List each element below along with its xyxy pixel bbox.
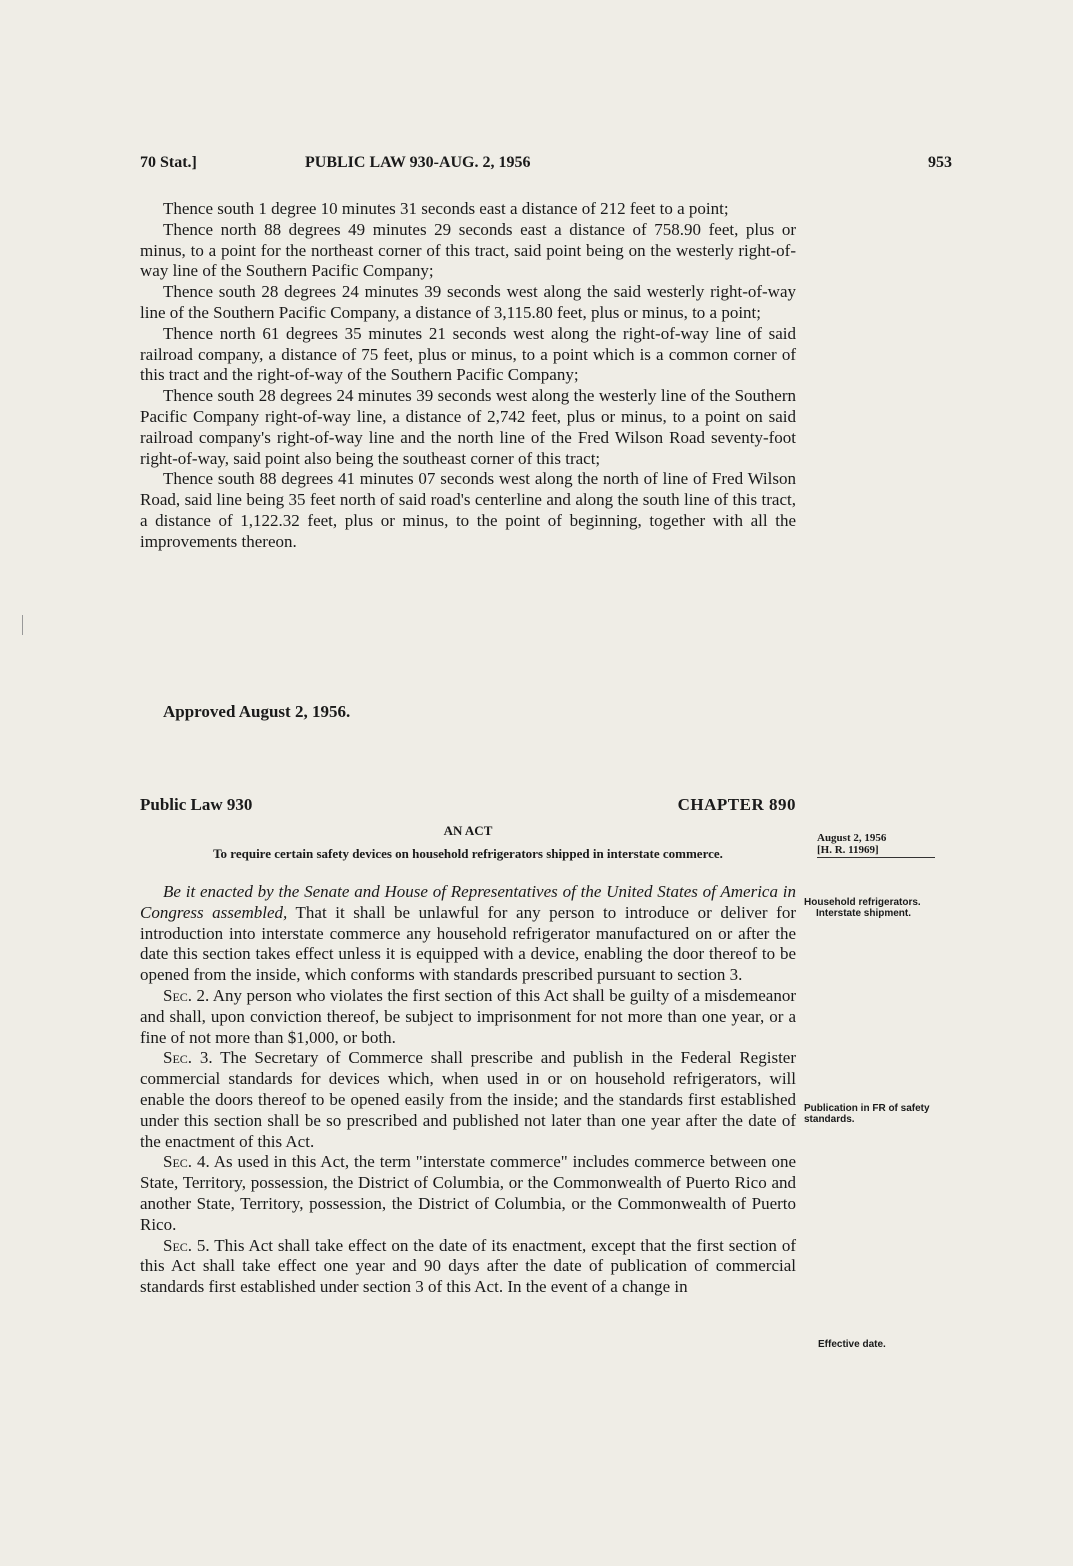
section-label: Sec. 4. [163, 1152, 210, 1172]
margin-note-text: Household refrigerators. [804, 897, 921, 908]
an-act-label: AN ACT [443, 823, 493, 838]
section-label: Sec. 5. [163, 1235, 210, 1255]
act-body [140, 882, 796, 1298]
margin-date [817, 832, 967, 858]
section-label: Sec. 2. [163, 985, 210, 1005]
section-2 [140, 986, 796, 1048]
law-heading [140, 795, 796, 819]
approval-date: August 2, 1956 [817, 832, 887, 844]
paragraph: Thence south 28 degrees 24 minutes 39 seconds west along the said westerly right-of-way line of the Southern Pacific Company, a distance of 3,115.80 feet, plus or minus, to a point; [140, 282, 796, 322]
margin-bracket-mark [22, 615, 27, 635]
section-text: Any person who violates the first section of this Act shall be guilty of a misdemeanor and shall, upon conviction thereof, be subject to imprisonment for not more than one year, or a fine of not more than $1,000, or both. [140, 985, 797, 1047]
section-text: The Secretary of Commerce shall prescribe and publish in the Federal Register commercial standards for devices which, when used in or on household refrigerators, will enable the doors thereof to be opened easily from the inside; and the standards first established under this section shall be so prescribed and published not later than one year after the date of the enactment of this Act. [140, 1048, 796, 1151]
margin-note-effective [818, 1339, 968, 1350]
section-4 [140, 1152, 796, 1235]
margin-note-publication [804, 1103, 954, 1125]
section-5 [140, 1236, 796, 1298]
section-3 [140, 1048, 796, 1152]
section-text: As used in this Act, the term "interstate commerce" includes commerce between one State, Territory, possession, the District of Columbia, or the Commonwealth of Puerto Rico and another State, Territory, possession, the District of Columbia, or the Commonwealth of Puerto Rico. [140, 1152, 797, 1234]
prior-law-text [140, 199, 796, 553]
approved-line [140, 702, 796, 723]
chapter-number: CHAPTER 890 [677, 795, 796, 814]
margin-note-text: Publication in FR of safety standards. [804, 1103, 930, 1125]
volume-reference: 70 Stat.] [140, 154, 197, 171]
bill-number: [H. R. 11969] [817, 844, 879, 856]
approved-text: Approved August 2, 1956. [163, 702, 351, 721]
enacting-clause: Be it enacted by the Senate and House of Representatives of the United States of America in Congress assembled, [140, 882, 796, 922]
margin-note-text: Interstate shipment. [816, 908, 912, 919]
running-header [140, 154, 952, 178]
paragraph: Thence north 88 degrees 49 minutes 29 seconds east a distance of 758.90 feet, plus or minus, to a point for the northeast corner of this tract, said point being on the westerly right-of-way line of the Southern Pacific Company; [140, 219, 796, 281]
paragraph: Thence south 28 degrees 24 minutes 39 seconds west along the westerly line of the Southern Pacific Company right-of-way line, a distance of 2,742 feet, plus or minus, to a point on said railroad company's right-of-way line and the north line of the Fred Wilson Road seventy-foot right-of-way, said point also being the southeast corner of this tract; [140, 386, 796, 468]
paragraph: Thence south 88 degrees 41 minutes 07 seconds west along the north of line of Fred Wilson Road, said line being 35 feet north of said road's centerline and along the south line of this tract, a distance of 1,122.32 feet, plus or minus, to the point of beginning, together with all the improvements thereon. [140, 469, 796, 551]
paragraph: Thence south 1 degree 10 minutes 31 seconds east a distance of 212 feet to a point; [163, 199, 729, 218]
header-title: PUBLIC LAW 930-AUG. 2, 1956 [305, 154, 531, 171]
margin-note-text: Effective date. [818, 1339, 886, 1350]
margin-note-household [804, 897, 954, 919]
section-1-text: That it shall be unlawful for any person to introduce or deliver for introduction into interstate commerce any household refrigerator manufactured on or after the date this section takes effect unless it is equipped with a device, enabling the door thereof to be opened from the inside, which conforms with standards prescribed pursuant to section 3. [140, 902, 796, 985]
section-label: Sec. 3. [163, 1048, 213, 1068]
page-number: 953 [928, 154, 952, 171]
act-purpose: To require certain safety devices on household refrigerators shipped in interstate commerce. [213, 846, 723, 861]
paragraph: Thence north 61 degrees 35 minutes 21 seconds west along the right-of-way line of said railroad company, a distance of 75 feet, plus or minus, to a point which is a common corner of this tract and the right-of-way of the Southern Pacific Company; [140, 323, 796, 385]
public-law-number: Public Law 930 [140, 795, 253, 814]
section-text: This Act shall take effect on the date of its enactment, except that the first section of this Act shall take effect one year and 90 days after the date of publication of commercial standards first established under section 3 of this Act. In the event of a change in [140, 1235, 796, 1297]
enacting-paragraph [140, 882, 796, 986]
divider [817, 857, 935, 858]
